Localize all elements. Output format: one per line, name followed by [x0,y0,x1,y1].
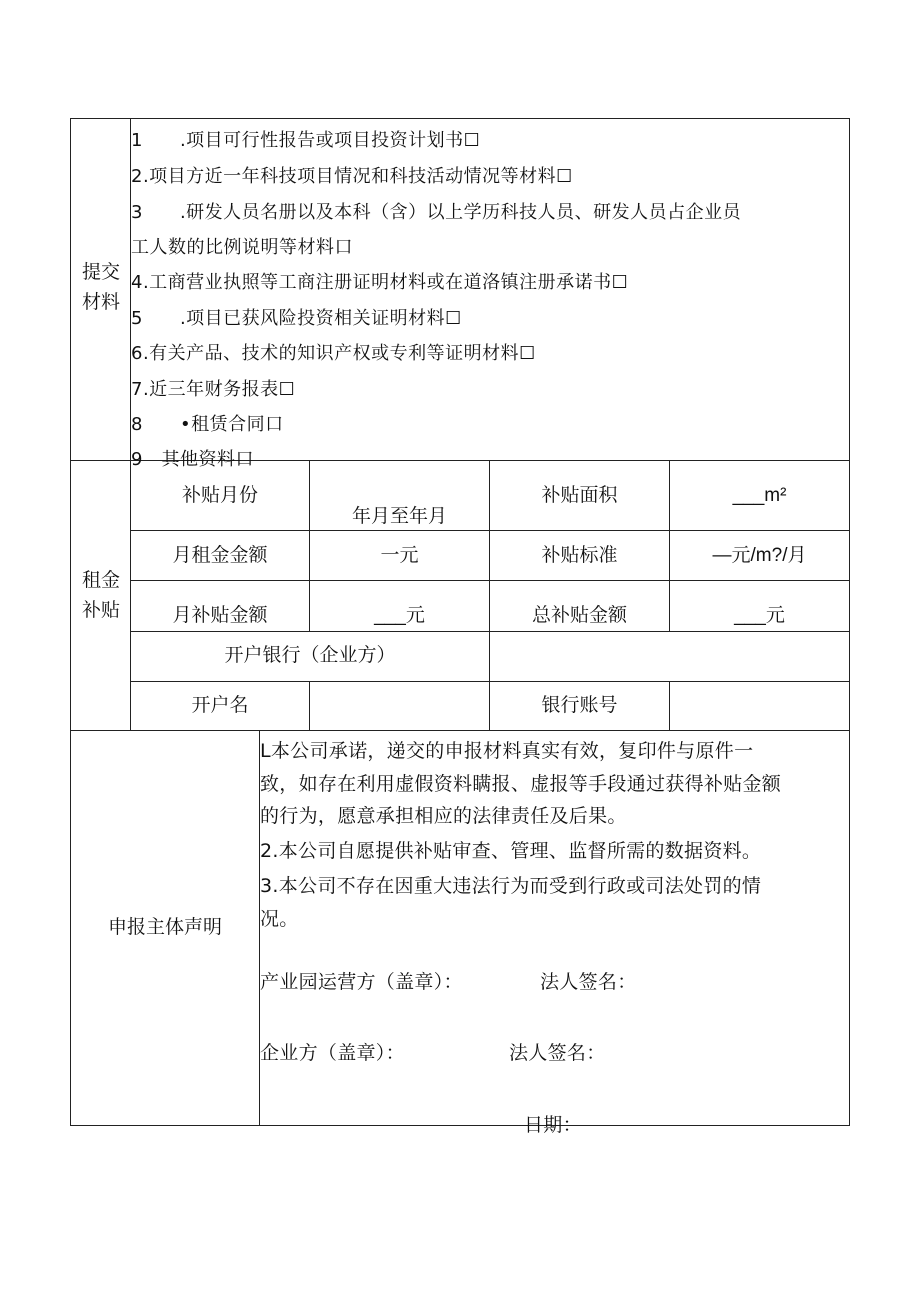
declaration-line-1: L本公司承诺，递交的申报材料真实有效，复印件与原件一 [260,740,754,762]
material-item-3-cont: 工人数的比例说明等材料口 [131,237,353,258]
table-top-border [70,118,850,119]
declaration-text [260,732,849,1136]
declaration-section-label: 申报主体声明 [107,917,222,938]
material-item-5: 5 .项目已获风险投资相关证明材料☐ [131,308,462,329]
material-item-7: 7.近三年财务报表☐ [131,379,296,400]
monthly-subsidy-value: ___元 [374,605,425,626]
account-name-label: 开户名 [191,695,249,716]
material-item-8: 8 •租赁合同口 [131,414,284,435]
materials-label-line1: 提交 [81,262,120,283]
material-item-9: 9 其他资料口 [131,449,254,470]
account-name-field[interactable] [310,682,489,730]
material-item-3: 3 .研发人员名册以及本科（含）以上学历科技人员、研发人员占企业员 [131,202,742,223]
park-operator-seal-label: 产业园运营方（盖章）： [260,971,463,993]
total-subsidy-value: ___元 [734,605,785,626]
rent-label-line2: 补贴 [81,600,120,621]
rent-label-line1: 租金 [81,570,120,591]
company-legal-signature-label: 法人签名： [509,1042,606,1064]
subsidy-area-label: 补贴面积 [541,485,618,506]
materials-section-label [72,258,130,318]
rent-bottom-border [70,730,850,731]
declaration-line-4: 2.本公司自愿提供补贴审查、管理、监督所需的数据资料。 [260,840,762,862]
material-item-4: 4.工商营业执照等工商注册证明材料或在道洛镇注册承诺书☐ [131,272,629,293]
monthly-rent-value: 一元 [380,545,419,566]
subsidy-month-value: 年月至年月 [351,506,447,527]
account-number-label: 银行账号 [541,695,618,716]
declaration-line-3: 的行为，愿意承担相应的法律责任及后果。 [260,805,627,827]
subsidy-standard-value: —元/m?/月 [712,545,807,566]
monthly-subsidy-label: 月补贴金额 [172,605,268,626]
bank-label: 开户银行（企业方） [224,645,396,666]
table-right-border [849,118,850,1126]
account-number-field[interactable] [670,682,849,730]
material-item-1: 1 .项目可行性报告或项目投资计划书☐ [131,130,481,151]
bank-field[interactable] [490,632,849,681]
table-bottom-border [70,1125,850,1126]
subsidy-month-label: 补贴月份 [181,485,258,506]
declaration-line-6: 况。 [260,908,299,930]
date-label: 日期： [524,1114,582,1136]
declaration-line-2: 致，如存在利用虚假资料瞒报、虚报等手段通过获得补贴金额 [260,773,782,795]
material-item-2: 2.项目方近一年科技项目情况和科技活动情况等材料☐ [131,166,573,187]
subsidy-area-value: ___m² [732,485,787,506]
declaration-line-5: 3.本公司不存在因重大违法行为而受到行政或司法处罚的情 [260,875,762,897]
materials-list [131,120,849,470]
monthly-rent-label: 月租金金额 [172,545,268,566]
rent-row1-bottom [130,530,850,531]
total-subsidy-label: 总补贴金额 [531,605,627,626]
rent-row2-bottom [130,580,850,581]
rent-section-label [72,566,130,626]
table-left-border [70,118,71,1126]
material-item-6: 6.有关产品、技术的知识产权或专利等证明材料☐ [131,343,536,364]
park-legal-signature-label: 法人签名： [540,971,637,993]
company-seal-label: 企业方（盖章）： [260,1042,405,1064]
subsidy-standard-label: 补贴标准 [541,545,618,566]
materials-label-line2: 材料 [81,292,120,313]
